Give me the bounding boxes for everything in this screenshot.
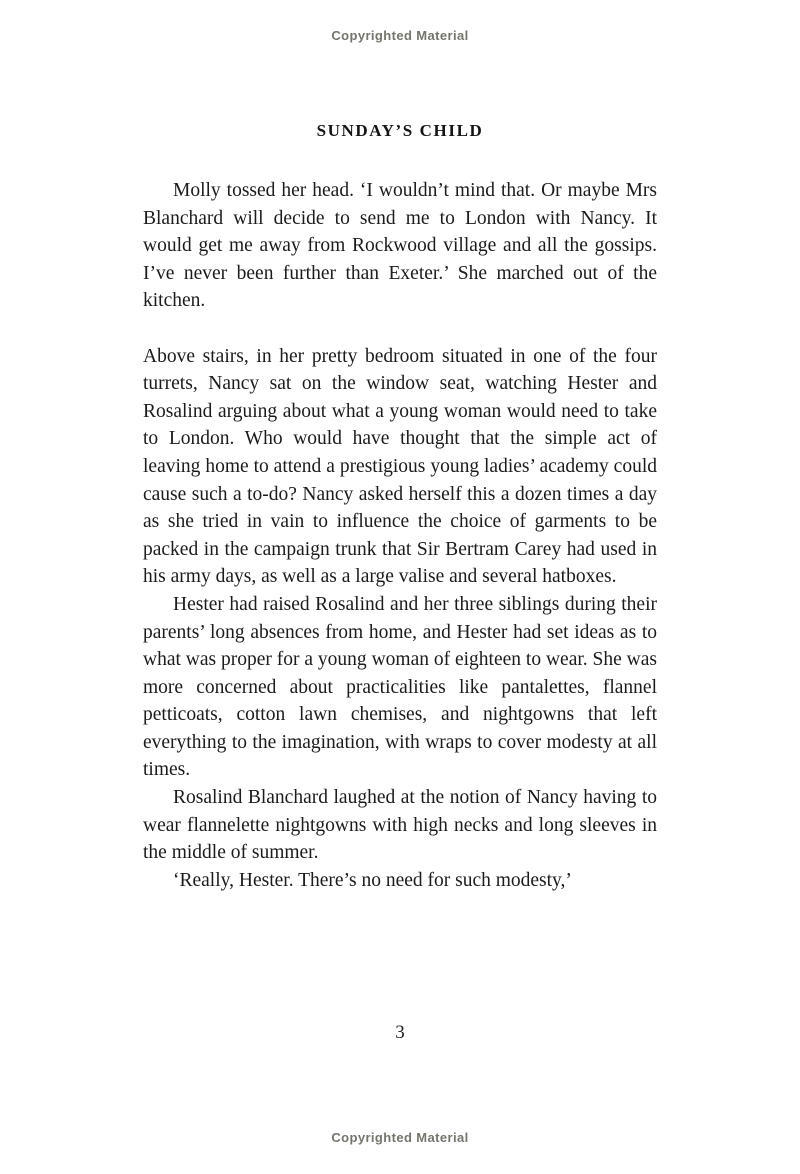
copyright-notice-top: Copyrighted Material [331,28,469,43]
copyright-notice-bottom: Copyrighted Material [331,1130,469,1145]
paragraph: Rosalind Blanchard laughed at the notion of Nancy having to wear flannelette nightgowns with high necks and long sleeves in the middle of summer. [143,787,657,864]
body-text [143,177,657,894]
paragraph: Hester had raised Rosalind and her three siblings during their parents’ long absences from home, and Hester had set ideas as to what was proper for a young woman of eighteen to wear. She was more concerned about practicalities like pantalettes, flannel petticoats, cotton lawn chemises, and nightgowns that left everything to the imagination, with wraps to cover modesty at all times. [143,593,657,781]
paragraph: Above stairs, in her pretty bedroom situated in one of the four turrets, Nancy sat on the window seat, watching Hester and Rosalind arguing about what a young woman would need to take to London. Who would have thought that the simple act of leaving home to attend a prestigious young ladies’ academy could cause such a to-do? Nancy asked herself this a dozen times a day as she tried in vain to influence the choice of garments to be packed in the campaign trunk that Sir Bertram Carey had used in his army days, as well as a large valise and several hatboxes. [143,345,657,588]
paragraph: ‘Really, Hester. There’s no need for such modesty,’ [173,869,572,891]
page-number: 3 [395,1022,405,1043]
paragraph: Molly tossed her head. ‘I wouldn’t mind that. Or maybe Mrs Blanchard will decide to send me to London with Nancy. It would get me away from Rockwood village and all the gossips. I’ve never been further than Exeter.’ She marched out of the kitchen. [143,180,657,312]
running-header: SUNDAY’S CHILD [316,121,484,140]
